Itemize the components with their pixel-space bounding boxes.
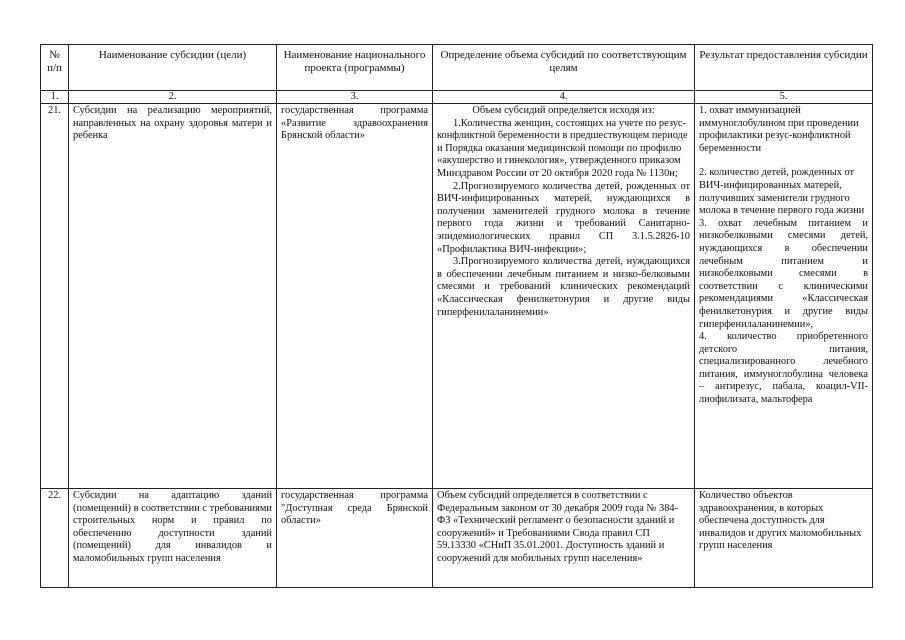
- volume-cell: [433, 104, 695, 489]
- program-cell: государственная программа "Доступная среда Брянской области»: [277, 489, 433, 588]
- volume-cell: Объем субсидий определяется в соответствии с Федеральным законом от 30 декабря 2009 года № 384-ФЗ «Технический регламент о безопасности зданий и сооружений» и Требованиями Свода правил СП 59.13330 «СНиП 35.01.2001. Доступность зданий и сооружений для мобильных групп населения»: [433, 489, 695, 588]
- subsidy-name-cell: Субсидии на реализацию мероприятий, направленных на охрану здоровья матери и ребенка: [69, 104, 277, 489]
- result-item: 1. охват иммунизацией иммуноглобулином при проведении профилактики резус-конфликтной беременности: [699, 105, 859, 154]
- table-header-row: [41, 45, 873, 91]
- result-cell: [695, 104, 873, 489]
- result-cell: Количество объектов здравоохранения, в которых обеспечена доступность для инвалидов и других маломобильных групп населения: [695, 489, 873, 588]
- subsidy-name-cell: Субсидии на адаптацию зданий (помещений) в соответствии с требованиями строительных норм и правил по обеспечению доступности зданий (помещений) для инвалидов и маломобильных групп населения: [69, 489, 277, 588]
- volume-intro: Объем субсидий определяется исходя из:: [472, 105, 655, 116]
- header-result: Результат предоставления субсидии: [695, 45, 873, 91]
- program-cell: государственная программа «Развитие здравоохранения Брянской области»: [277, 104, 433, 489]
- volume-item: 1.Количества женщин, состоящих на учете по резус-конфликтной беременности в предшествующем периоде и Порядка оказания медицинской помощи по профилю «акушерство и гинекология», утвержденного приказом Минздравом России от 20 октября 2020 года № 1130н;: [437, 117, 688, 179]
- column-number: 2.: [69, 91, 277, 104]
- header-project-name: Наименование национального проекта (программы): [277, 45, 433, 91]
- column-number: 1.: [41, 91, 69, 104]
- volume-item: 2.Прогнозируемого количества детей, рожденных от ВИЧ-инфицированных матерей, нуждающихся в получении заменителей грудного молока в течение первого года жизни и требований Санитарно-эпидемиологических правил СП 3.1.5.2826-10 «Профилактика ВИЧ-инфекции»;: [437, 180, 690, 255]
- table-row: [41, 104, 873, 489]
- volume-item: 3.Прогнозируемого количества детей, нуждающихся в обеспечении лечебным питанием и низко-белковыми смесями и требований клинических рекомендаций «Классическая фенилкетонурия и другие виды гиперфенилаланинемии»: [437, 256, 690, 318]
- result-item: 3. охват лечебным питанием и низкобелковыми смесями детей, нуждающихся в обеспечении лечебным питанием и низкобелковыми смесями в соответствии с клиническими рекомендациями «Классическая фенилкетонурия и другие виды гиперфенилаланинемии»,: [699, 217, 868, 330]
- row-number: 22.: [41, 489, 69, 588]
- subsidy-table: [40, 44, 873, 588]
- table-row: [41, 489, 873, 588]
- column-number: 5.: [695, 91, 873, 104]
- header-volume-definition: Определение объема субсидий по соответствующим целям: [433, 45, 695, 91]
- header-number: № п/п: [41, 45, 69, 91]
- header-subsidy-name: Наименование субсидии (цели): [69, 45, 277, 91]
- result-item: 4. количество приобретенного детского питания, специализированного лечебного питания, иммуноглобулина человека – антирезус, пабала, коацил-VII-лиофилизата, мальтофера: [699, 331, 868, 406]
- column-number: 4.: [433, 91, 695, 104]
- result-item: 2. количество детей, рожденных от ВИЧ-инфицированных матерей, получивших заменители грудного молока в течение первого года жизни: [699, 167, 865, 217]
- row-number: 21.: [41, 104, 69, 489]
- column-number: 3.: [277, 91, 433, 104]
- column-numbers-row: [41, 91, 873, 104]
